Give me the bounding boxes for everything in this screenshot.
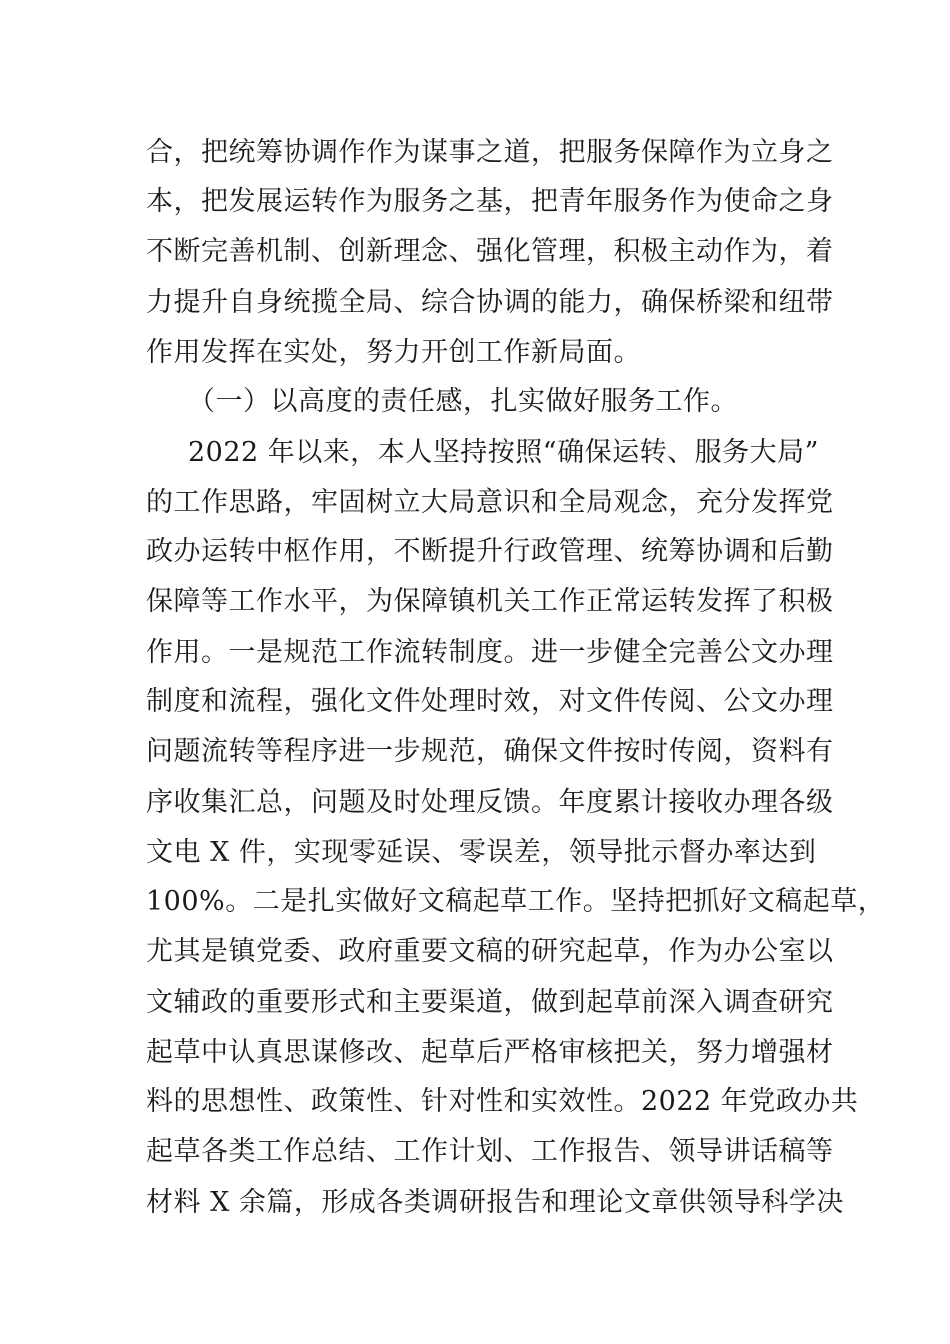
text-line: 作用。一是规范工作流转制度。进一步健全完善公文办理	[146, 637, 834, 668]
text-line: 材料 X 余篇，形成各类调研报告和理论文章供领导科学决	[146, 1187, 844, 1218]
text-line: 尤其是镇党委、政府重要文稿的研究起草，作为办公室以	[146, 936, 834, 967]
text-line: 制度和流程，强化文件处理时效，对文件传阅、公文办理	[146, 686, 834, 717]
text-line: 保障等工作水平，为保障镇机关工作正常运转发挥了积极	[146, 586, 834, 617]
text-line: 力提升自身统揽全局、综合协调的能力，确保桥梁和纽带	[146, 287, 834, 318]
text-line: 的工作思路，牢固树立大局意识和全局观念，充分发挥党	[146, 487, 834, 518]
text-line: 起草各类工作总结、工作计划、工作报告、领导讲话稿等	[146, 1136, 834, 1167]
text-line: 问题流转等程序进一步规范，确保文件按时传阅，资料有	[146, 736, 834, 767]
text-line: 本，把发展运转作为服务之基，把青年服务作为使命之身	[146, 186, 834, 217]
text-line: 序收集汇总，问题及时处理反馈。年度累计接收办理各级	[146, 787, 834, 818]
text-line: 文辅政的重要形式和主要渠道，做到起草前深入调查研究	[146, 987, 834, 1018]
text-line: 作用发挥在实处，努力开创工作新局面。	[146, 337, 641, 368]
text-line: 文电 X 件，实现零延误、零误差，领导批示督办率达到	[146, 837, 817, 868]
text-line: 不断完善机制、创新理念、强化管理，积极主动作为，着	[146, 236, 834, 267]
text-line: 100%。二是扎实做好文稿起草工作。坚持把抓好文稿起草，	[146, 886, 886, 917]
text-line: 合，把统筹协调作作为谋事之道，把服务保障作为立身之	[146, 137, 834, 168]
paragraph-first-line: 2022 年以来，本人坚持按照“确保运转、服务大局”	[188, 437, 819, 468]
text-line: 起草中认真思谋修改、起草后严格审核把关，努力增强材	[146, 1037, 834, 1068]
text-line: 料的思想性、政策性、针对性和实效性。2022 年党政办共	[146, 1086, 859, 1117]
section-heading: （一）以高度的责任感，扎实做好服务工作。	[188, 386, 738, 417]
text-line: 政办运转中枢作用，不断提升行政管理、统筹协调和后勤	[146, 536, 834, 567]
